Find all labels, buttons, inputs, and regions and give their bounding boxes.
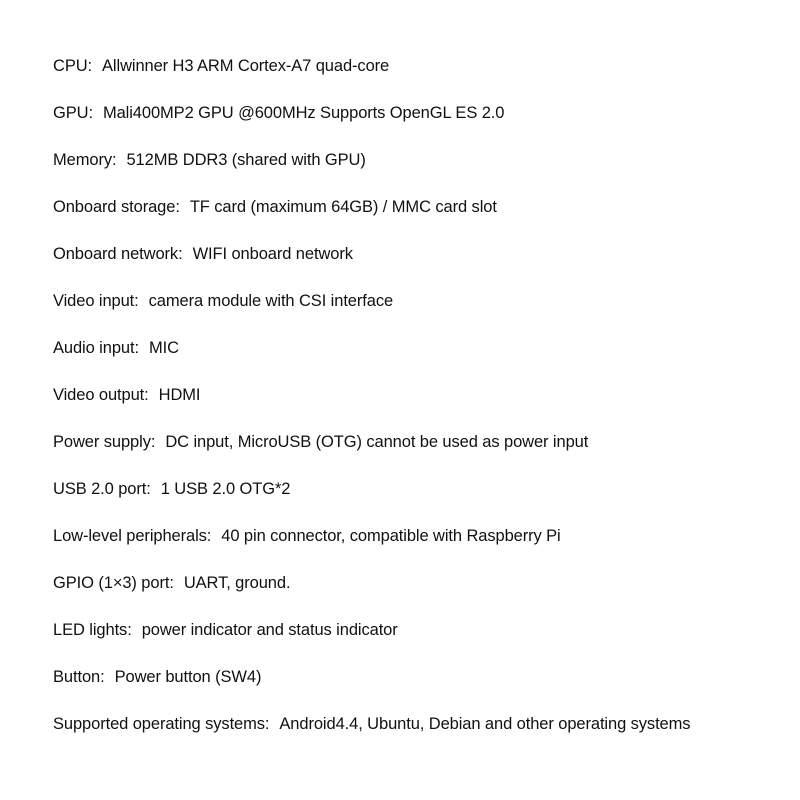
spec-row-cpu — [53, 55, 793, 102]
spec-value: Power button (SW4) — [114, 668, 262, 686]
spec-row-video-output — [53, 384, 793, 431]
spec-row-gpio-port — [53, 572, 793, 619]
spec-label: Video output: — [53, 386, 149, 404]
spec-row-onboard-storage — [53, 196, 793, 243]
spec-value: TF card (maximum 64GB) / MMC card slot — [189, 198, 497, 216]
spec-value: Android4.4, Ubuntu, Debian and other operating systems — [279, 715, 691, 733]
spec-label: Button: — [53, 668, 105, 686]
spec-row-gpu — [53, 102, 793, 149]
spec-value: power indicator and status indicator — [141, 621, 398, 639]
spec-label: Low-level peripherals: — [53, 527, 212, 545]
spec-label: GPU: — [53, 104, 93, 122]
spec-value: HDMI — [158, 386, 201, 404]
spec-row-audio-input — [53, 337, 793, 384]
spec-row-video-input — [53, 290, 793, 337]
spec-label: USB 2.0 port: — [53, 480, 151, 498]
spec-value: 40 pin connector, compatible with Raspberry Pi — [221, 527, 561, 545]
spec-value: Mali400MP2 GPU @600MHz Supports OpenGL ES 2.0 — [102, 104, 505, 122]
spec-value: WIFI onboard network — [192, 245, 353, 263]
spec-label: Power supply: — [53, 433, 156, 451]
spec-label: LED lights: — [53, 621, 132, 639]
spec-row-onboard-network — [53, 243, 793, 290]
spec-value: Allwinner H3 ARM Cortex-A7 quad-core — [102, 57, 390, 75]
spec-label: Audio input: — [53, 339, 139, 357]
spec-value: MIC — [148, 339, 179, 357]
spec-row-supported-os — [53, 713, 793, 760]
spec-value: 1 USB 2.0 OTG*2 — [160, 480, 291, 498]
spec-row-power-supply — [53, 431, 793, 478]
spec-list — [53, 55, 793, 760]
spec-row-led-lights — [53, 619, 793, 666]
spec-row-memory — [53, 149, 793, 196]
spec-label: Memory: — [53, 151, 117, 169]
spec-value: UART, ground. — [183, 574, 291, 592]
spec-label: Video input: — [53, 292, 139, 310]
spec-label: GPIO (1×3) port: — [53, 574, 174, 592]
spec-row-low-level-peripherals — [53, 525, 793, 572]
spec-label: Onboard storage: — [53, 198, 180, 216]
spec-label: CPU: — [53, 57, 93, 75]
spec-label: Supported operating systems: — [53, 715, 270, 733]
spec-row-button — [53, 666, 793, 713]
spec-row-usb-port — [53, 478, 793, 525]
spec-value: camera module with CSI interface — [148, 292, 394, 310]
spec-label: Onboard network: — [53, 245, 183, 263]
spec-value: DC input, MicroUSB (OTG) cannot be used as power input — [165, 433, 589, 451]
spec-value: 512MB DDR3 (shared with GPU) — [126, 151, 366, 169]
